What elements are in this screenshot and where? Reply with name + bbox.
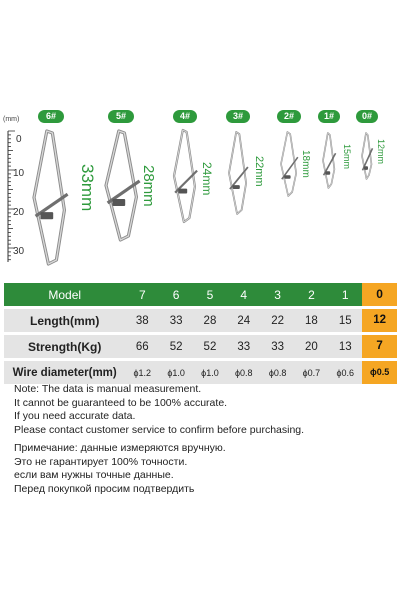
length-label-28mm: 28mm [140, 165, 157, 207]
length-label-15mm: 15mm [342, 144, 352, 170]
note-line: Please contact customer service to confirm before purchasing. [14, 423, 305, 436]
note-line: если вам нужны точные данные. [14, 469, 174, 481]
note-line: It cannot be guaranteed to be 100% accurate. [14, 396, 228, 409]
ruler-tick-10: 10 [13, 168, 25, 179]
snap-pin-3-coil [233, 185, 240, 189]
table-cell: 15 [338, 314, 352, 327]
table-cell: 66 [135, 340, 149, 353]
table-cell: 3 [274, 287, 281, 302]
snap-pin-6 [34, 131, 64, 264]
size-badge-3: 3# [226, 110, 250, 123]
length-label-22mm: 22mm [253, 156, 265, 187]
note-line: Это не гарантирует 100% точности. [14, 455, 188, 468]
note-line: Note: The data is manual measurement. [14, 383, 202, 395]
size-badge-5: 5# [108, 110, 134, 123]
header-label: Model [48, 287, 82, 302]
table-row-strength [4, 335, 397, 358]
snap-pin-1-coil [325, 171, 330, 175]
table-cell: 38 [135, 314, 149, 327]
ruler-unit: (mm) [3, 116, 20, 123]
note-line: If you need accurate data. [14, 410, 136, 422]
notes-english [14, 383, 304, 437]
table-row-length [4, 309, 397, 332]
table-cell-highlight: 0 [362, 283, 397, 306]
table-cell: 24 [237, 314, 251, 327]
table-cell: 1 [341, 287, 349, 302]
snap-pin-2-coil [284, 175, 290, 179]
snap-pins-illustration [0, 0, 401, 280]
table-cell: ϕ1.0 [167, 367, 185, 378]
size-badge-1: 1# [318, 110, 340, 123]
table-cell: ϕ0.7 [302, 367, 321, 378]
length-label-18mm: 18mm [300, 150, 311, 178]
table-cell: 13 [338, 340, 352, 353]
product-figure [0, 0, 401, 280]
size-badge-2: 2# [277, 110, 301, 123]
table-cell: 2 [308, 287, 315, 302]
table-cell-highlight: 12 [362, 309, 397, 332]
table-cell: 33 [237, 340, 251, 353]
table-cell-highlight: 7 [362, 335, 397, 358]
snap-pin-4-coil [178, 189, 187, 194]
snap-pin-0-coil [364, 166, 368, 170]
snap-pin-0 [362, 133, 372, 179]
table-cell: ϕ1.0 [201, 367, 219, 378]
length-label-12mm: 12mm [376, 139, 386, 165]
note-line: Перед покупкой просим подтвердить [14, 482, 195, 495]
size-badge-4: 4# [173, 110, 197, 123]
spec-table [4, 283, 397, 387]
table-cell: 22 [271, 314, 284, 327]
length-label-33mm: 33mm [78, 164, 97, 212]
table-cell: ϕ0.8 [234, 367, 253, 378]
ruler-tick-30: 30 [13, 246, 25, 257]
table-cell: ϕ1.2 [133, 367, 152, 378]
ruler-tick-0: 0 [16, 134, 22, 145]
size-badge-0: 0# [356, 110, 378, 123]
table-cell: 52 [169, 340, 183, 353]
snap-pin-5-coil [112, 199, 125, 206]
ruler-tick-20: 20 [13, 207, 25, 218]
table-cell: 20 [305, 340, 318, 353]
table-cell: 28 [203, 314, 217, 327]
snap-pin-1 [323, 133, 334, 188]
table-cell: 6 [172, 287, 180, 302]
table-cell-highlight: ϕ0.5 [362, 361, 397, 384]
size-badge-6: 6# [38, 110, 64, 123]
table-cell: 33 [271, 340, 284, 353]
row-label: Length(mm) [30, 313, 100, 328]
snap-pin-6-coil [40, 212, 53, 219]
table-cell: 18 [305, 314, 318, 327]
notes-russian [14, 442, 226, 496]
table-row-wire-diameter [4, 361, 397, 384]
note-line: Примечание: данные измеряются вручную. [14, 442, 226, 454]
table-cell: ϕ0.6 [336, 367, 355, 378]
row-label: Wire diameter(mm) [12, 366, 117, 379]
table-cell: ϕ0.8 [268, 367, 287, 378]
snap-pin-2 [281, 132, 296, 196]
table-cell: 33 [169, 314, 183, 327]
table-header-row [4, 283, 397, 306]
length-label-24mm: 24mm [200, 162, 214, 196]
table-cell: 52 [203, 340, 217, 353]
table-cell: 5 [206, 287, 214, 302]
row-label: Strength(Kg) [28, 339, 102, 354]
table-cell: 4 [240, 287, 248, 302]
table-cell: 7 [138, 287, 146, 302]
